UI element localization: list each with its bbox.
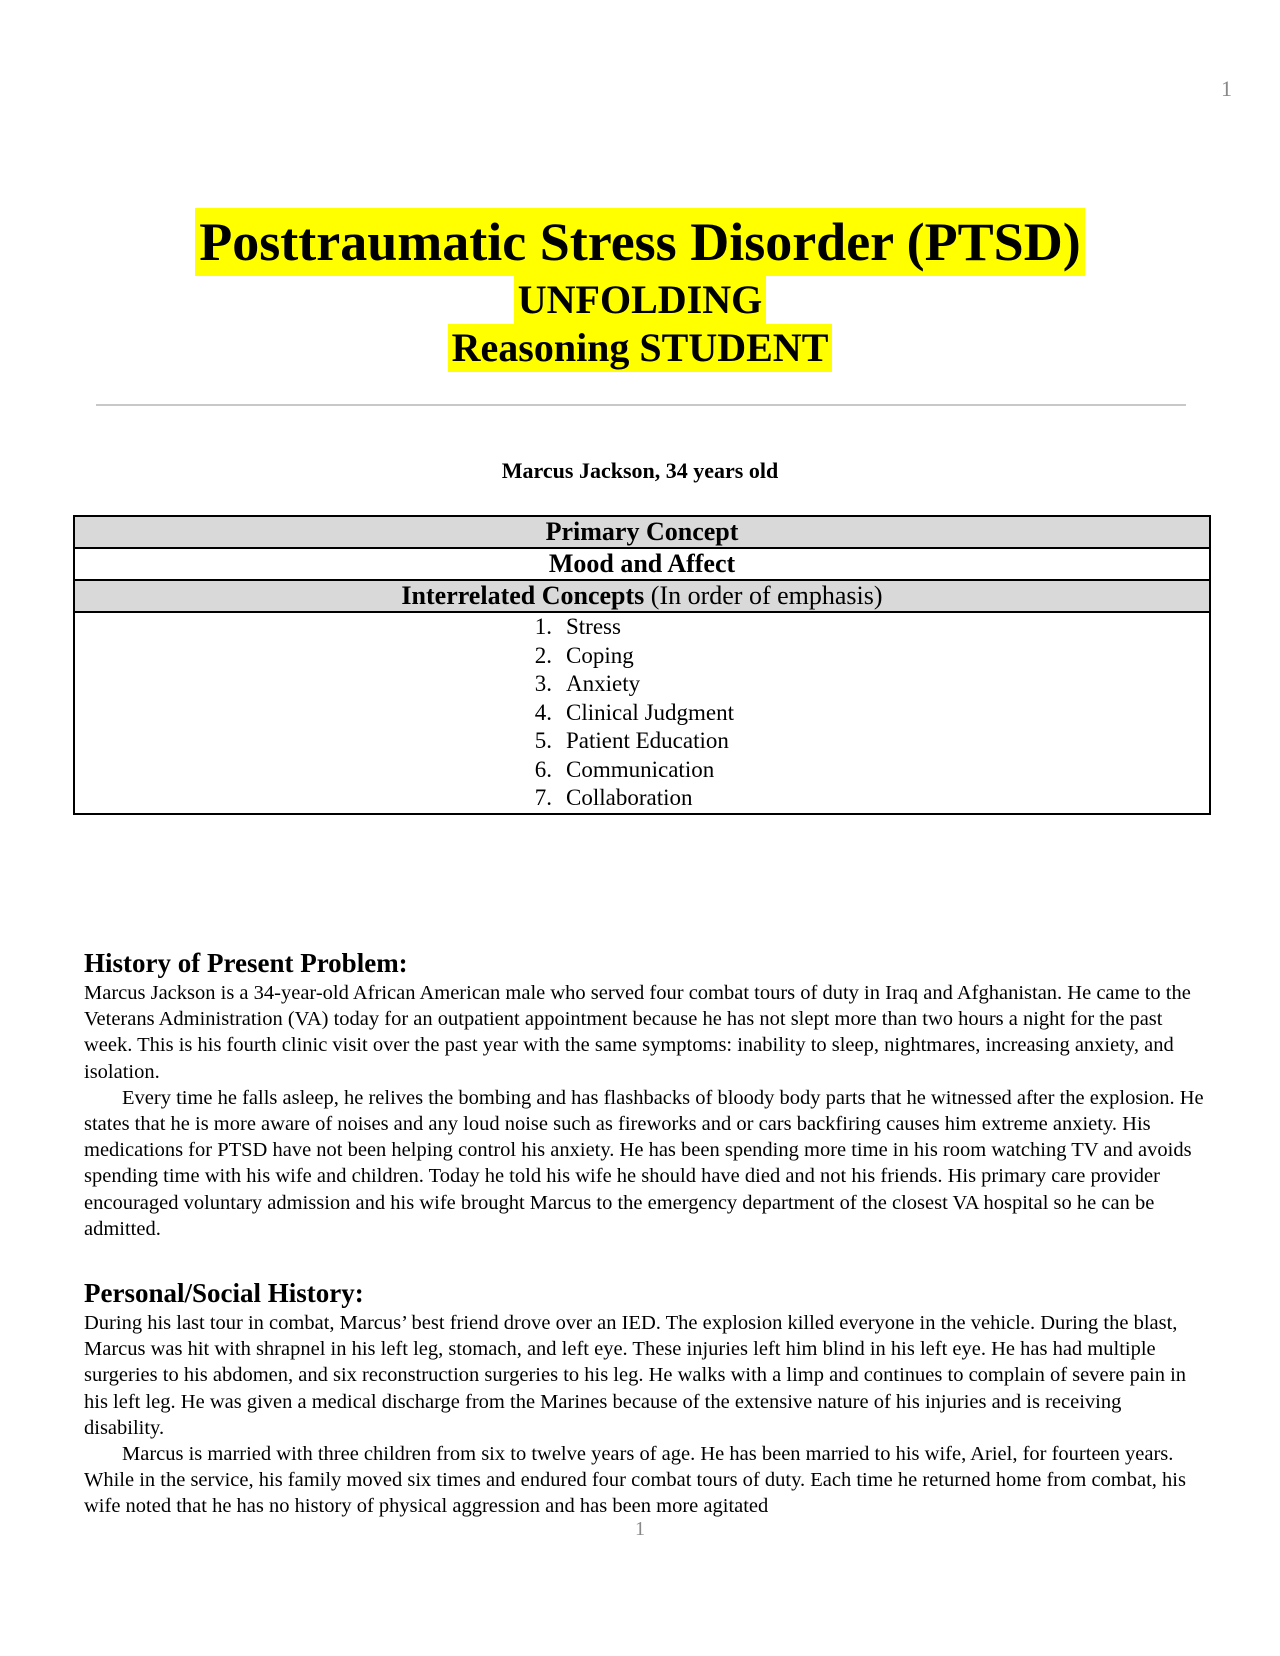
primary-concept-value: Mood and Affect [74,548,1210,580]
list-item-number: 2. [534,642,552,668]
list-item [512,756,772,785]
list-item-label: Clinical Judgment [566,699,735,725]
list-item [512,699,772,728]
list-item-label: Patient Education [566,728,729,753]
interrelated-concepts-list [512,613,772,813]
header-page-number: 1 [1221,76,1232,101]
social-history-paragraph-1: During his last tour in combat, Marcus’ best friend drove over an IED. The explosion killed everyone in the vehicle. During the blast, Marcus was hit with shrapnel in his left leg, stomach, and left eye. These injuries left him blind in his left eye. He has had multiple surgeries to his abdomen, and six reconstruction surgeries to his leg. He walks with a limp and continues to complain of severe pain in his left leg. He was given a medical discharge from the Marines because of the extensive nature of his injuries and is receiving disability. [84,1312,1187,1439]
list-item [512,727,772,756]
interrelated-concepts-note: (In order of emphasis) [650,581,883,610]
interrelated-concepts-label: Interrelated Concepts [401,581,645,610]
title-reasoning-student: Reasoning STUDENT [448,324,833,372]
interrelated-concepts-list-cell [74,612,1210,814]
list-item [512,642,772,671]
list-item [512,670,772,699]
patient-name-age: Marcus Jackson, 34 years old [501,458,779,483]
list-item-number: 1. [534,614,552,639]
list-item-label: Communication [566,756,715,782]
horizontal-divider [96,404,1186,406]
history-present-paragraph-1: Marcus Jackson is a 34-year-old African American male who served four combat tours of duty in Iraq and Afghanistan. He came to the Veterans Administration (VA) today for an outpatient appointment because he has not slept more than two hours a night for the past week. This is his fourth clinic visit over the past year with the same symptoms: inability to sleep, nightmares, increasing anxiety, and isolation. [84,982,1191,1083]
list-item-label: Stress [566,614,621,639]
list-item-number: 5. [534,728,552,753]
title-main: Posttraumatic Stress Disorder (PTSD) [195,208,1084,276]
document-title [0,208,1280,372]
social-history-section [84,1276,1204,1520]
list-item-label: Coping [566,642,634,668]
history-present-paragraph-2: Every time he falls asleep, he relives the bombing and has flashbacks of bloody body parts that he witnessed after the explosion. He states that he is more aware of noises and any loud noise such as fireworks and or cars backfiring causes him extreme anxiety. His medications for PTSD have not been helping control his anxiety. He has been spending more time in his room watching TV and avoids spending time with his wife and children. Today he told his wife he should have died and not his friends. His primary care provider encouraged voluntary admission and his wife brought Marcus to the emergency department of the closest VA hospital so he can be admitted. [84,1086,1204,1240]
social-history-paragraph-2: Marcus is married with three children from six to twelve years of age. He has been married to his wife, Ariel, for fourteen years. While in the service, his family moved six times and endured four combat tours of duty. Each time he returned home from combat, his wife noted that he has no history of physical aggression and has been more agitated [84,1443,1186,1518]
list-item-number: 3. [534,671,552,696]
footer-page-number: 1 [635,1518,645,1540]
primary-concept-header: Primary Concept [74,516,1210,548]
list-item-number: 4. [534,699,552,725]
social-history-heading: Personal/Social History: [84,1278,364,1308]
history-present-heading: History of Present Problem: [84,948,408,978]
list-item-number: 6. [534,756,552,782]
interrelated-concepts-header [74,580,1210,612]
list-item-number: 7. [534,785,552,810]
title-unfolding: UNFOLDING [514,276,766,324]
list-item [512,613,772,642]
list-item [512,784,772,813]
history-present-section [84,946,1204,1242]
list-item-label: Anxiety [566,671,641,696]
list-item-label: Collaboration [566,785,693,810]
concepts-table [73,515,1211,815]
